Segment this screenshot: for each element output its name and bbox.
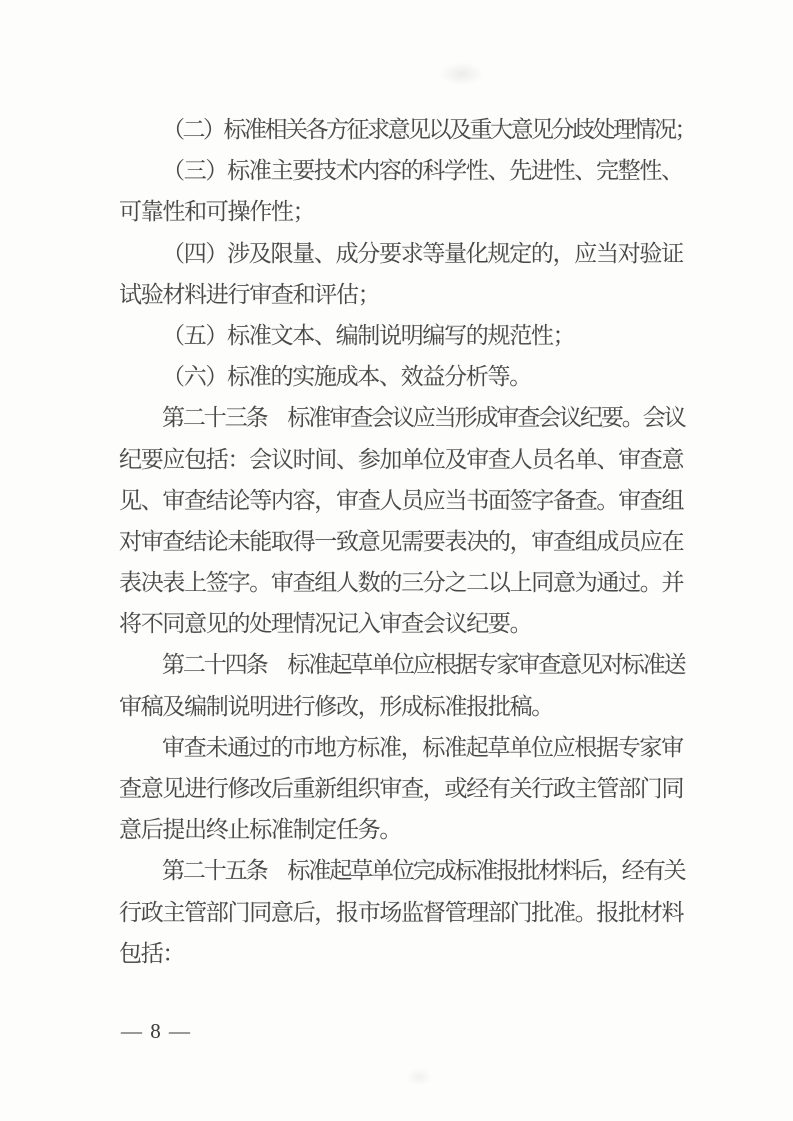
- text-line: 试验材料进行审查和评估；: [119, 281, 380, 307]
- scan-smudge: [440, 62, 484, 86]
- text-line: 见、审查结论等内容，审查人员应当书面签字备查。审查组: [119, 487, 684, 513]
- text-line: （二）标准相关各方征求意见以及重大意见分歧处理情况；: [162, 117, 695, 142]
- document-body-text: [119, 109, 719, 974]
- text-line: 行政主管部门同意后，报市场监督管理部门批准。报批材料: [119, 899, 684, 925]
- text-line: （三）标准主要技术内容的科学性、先进性、完整性、: [162, 158, 683, 184]
- text-line: 包括：: [119, 940, 185, 966]
- text-line: 查意见进行修改后重新组织审查，或经有关行政主管部门同: [119, 776, 684, 801]
- text-line: 表决表上签字。审查组人数的三分之二以上同意为通过。并: [119, 570, 684, 596]
- text-line: 审稿及编制说明进行修改，形成标准报批稿。: [119, 693, 554, 719]
- text-line-article-23: 第二十三条 标准审查会议应当形成审查会议纪要。会议: [162, 405, 685, 431]
- text-line-article-24: 第二十四条 标准起草单位应根据专家审查意见对标准送: [162, 652, 685, 678]
- text-line: 将不同意见的处理情况记入审查会议纪要。: [119, 611, 532, 637]
- text-line: 可靠性和可操作性；: [119, 199, 315, 225]
- page-number: — 8 —: [121, 1019, 192, 1043]
- text-line: 意后提出终止标准制定任务。: [119, 817, 402, 843]
- text-line: （四）涉及限量、成分要求等量化规定的，应当对验证: [162, 240, 683, 266]
- text-line-article-25: 第二十五条 标准起草单位完成标准报批材料后，经有关: [162, 858, 685, 884]
- text-line: 审查未通过的市地方标准，标准起草单位应根据专家审: [162, 734, 683, 760]
- text-line: （五）标准文本、编制说明编写的规范性；: [162, 322, 575, 348]
- text-line: 对审查结论未能取得一致意见需要表决的，审查组成员应在: [119, 528, 684, 554]
- text-line: （六）标准的实施成本、效益分析等。: [162, 364, 531, 390]
- scan-smudge: [406, 1068, 432, 1086]
- text-line: 纪要应包括：会议时间、参加单位及审查人员名单、审查意: [119, 446, 684, 472]
